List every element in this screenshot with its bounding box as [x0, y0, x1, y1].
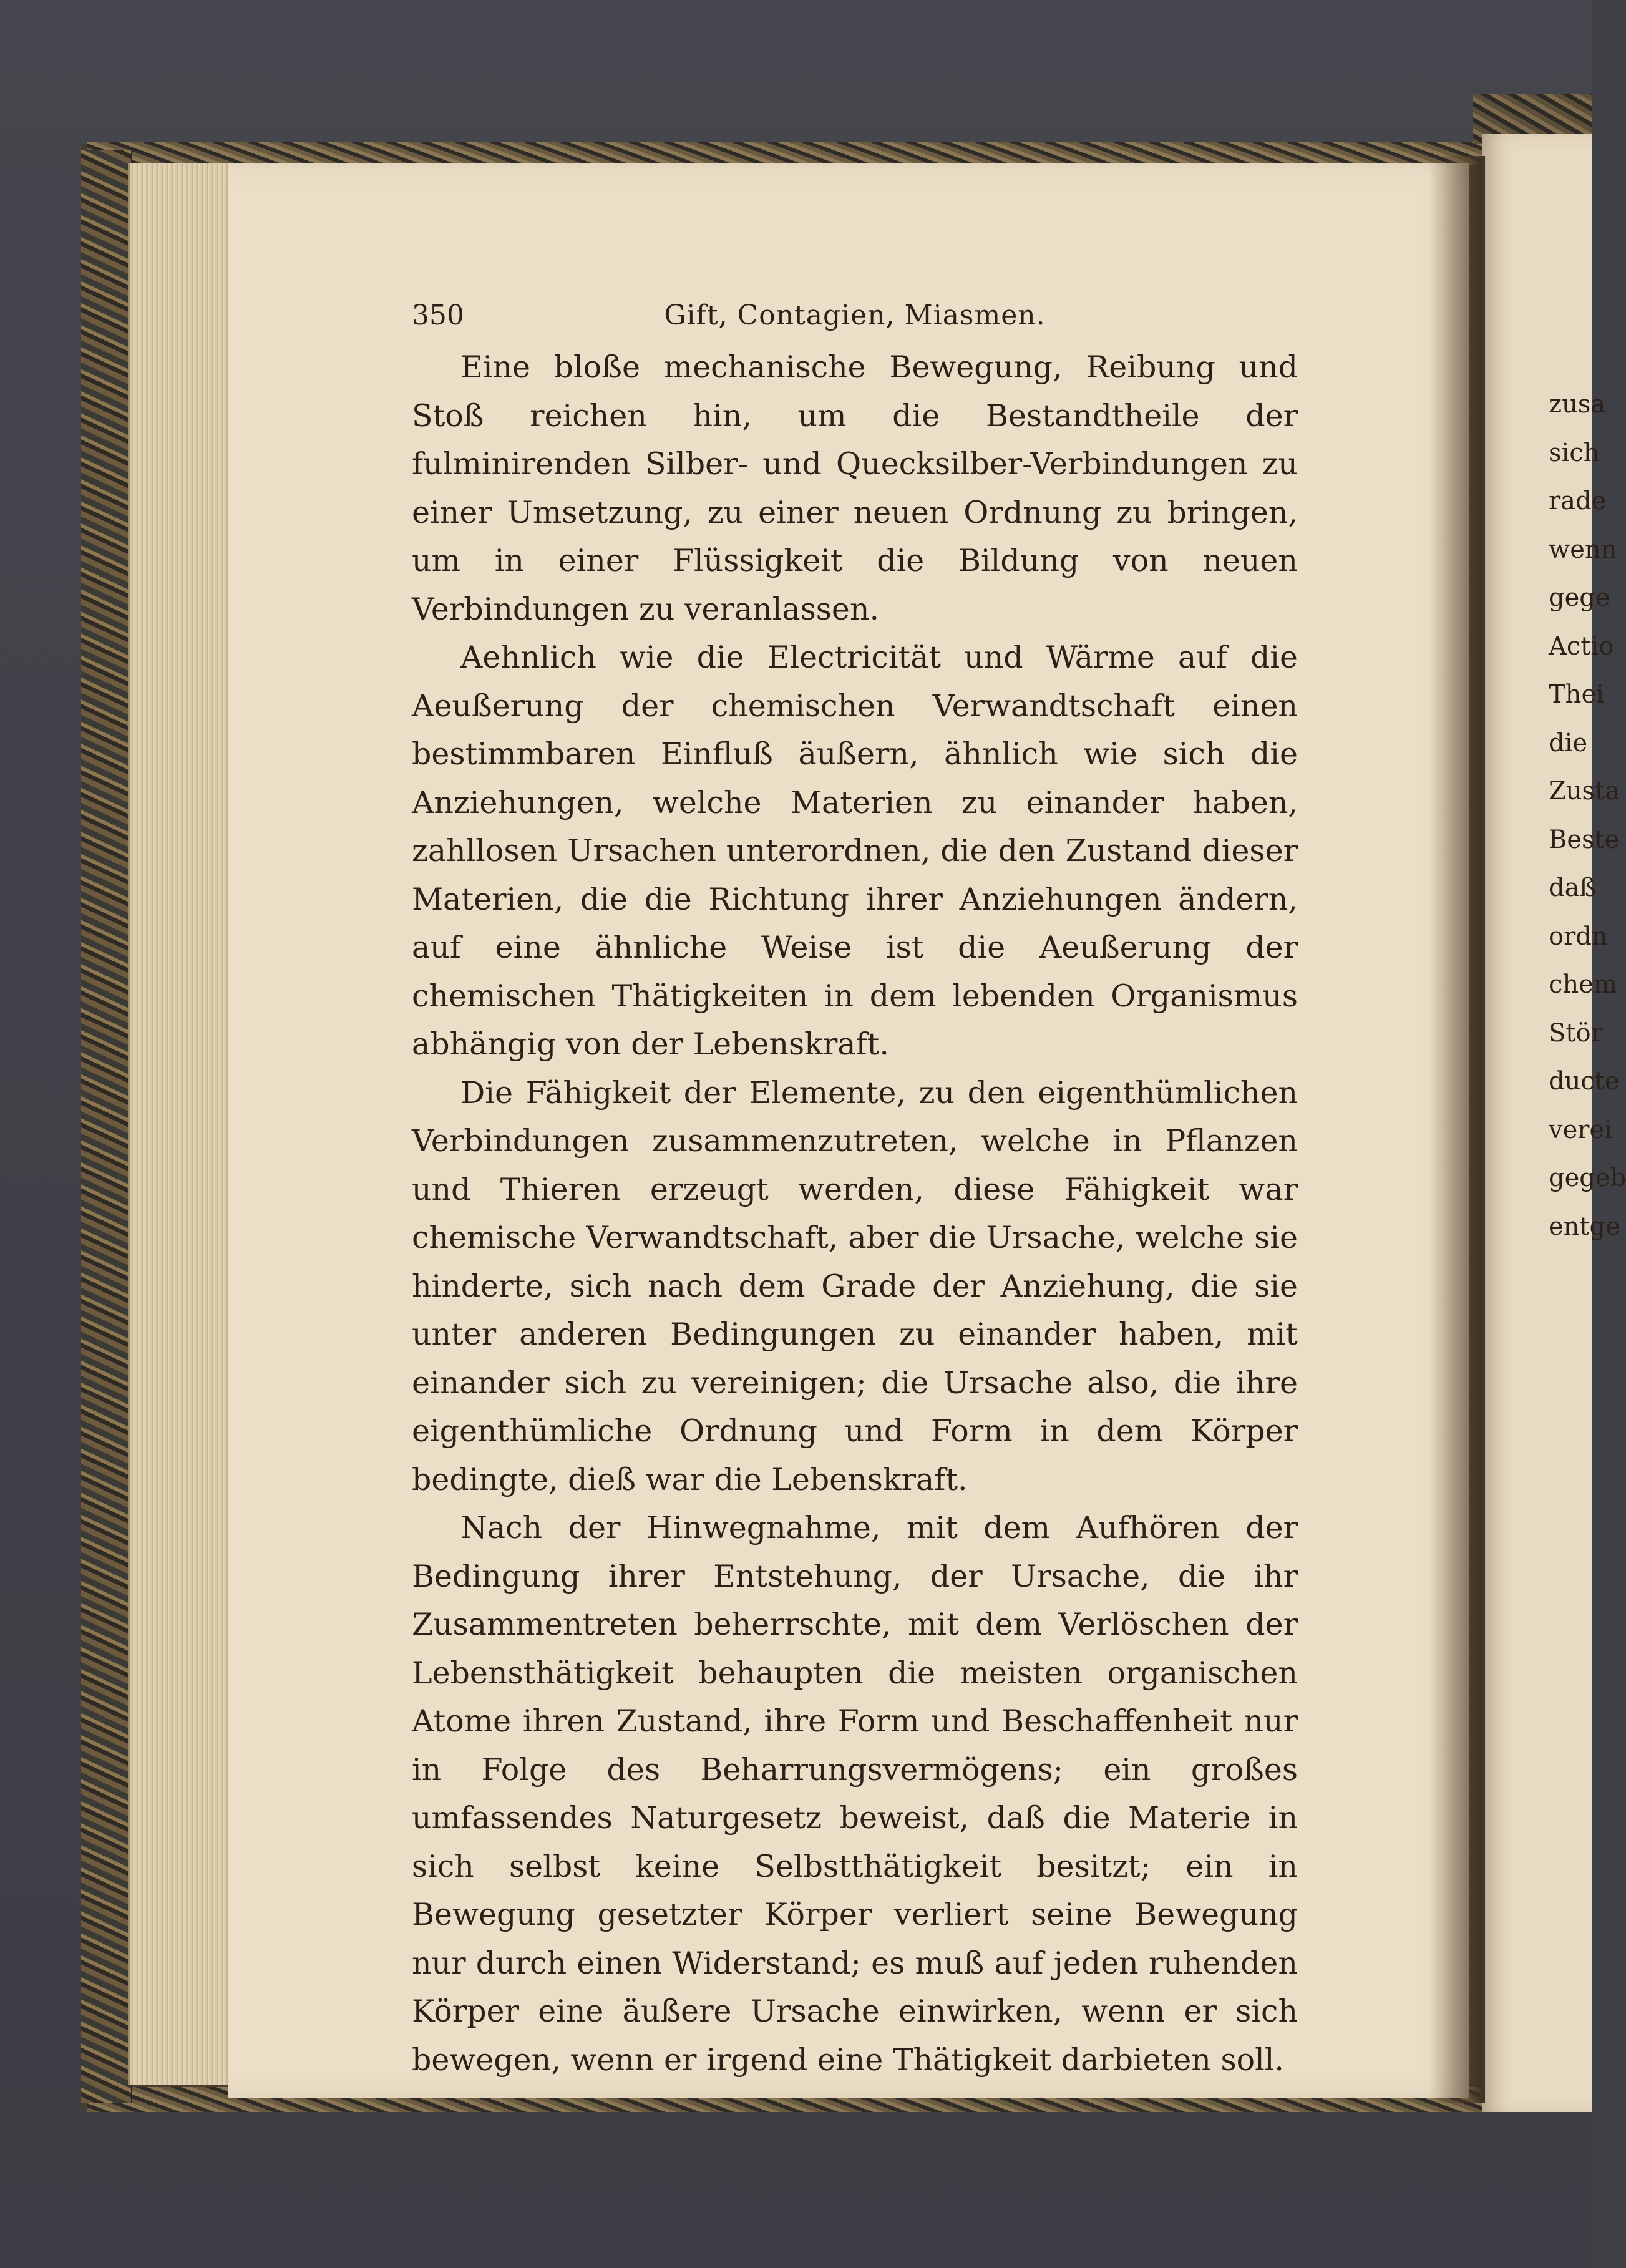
paragraph-1: Eine bloße mechanische Bewegung, Reibung und Stoß reichen hin, um die Bestandtheile der fulminirenden Silber- und Quecksilber-Verbindungen zu einer Umsetzung, zu einer neuen Ordnung zu bringen, um in einer Flüssigkeit die Bildung von neuen Verbindungen zu veranlassen. — [412, 349, 1298, 627]
page-number: 350 — [412, 299, 464, 331]
right-fragment: die — [1549, 728, 1588, 757]
right-fragment: gege — [1549, 583, 1610, 612]
right-fragment: verei — [1549, 1115, 1612, 1144]
right-fragment: sich — [1549, 438, 1600, 467]
right-fragment: gegeb — [1549, 1164, 1626, 1192]
right-fragment: rade — [1549, 487, 1607, 515]
paragraph-2: Aehnlich wie die Electricität und Wärme auf die Aeußerung der chemischen Verwandtschaft einen bestimmbaren Einfluß äußern, ähnlich wie sich die Anziehungen, welche Materien zu einander haben, zahllosen Ursachen unterordnen, die den Zustand dieser Materien, die die Richtung ihrer Anziehungen ändern, auf eine ähnliche Weise ist die Aeußerung der chemischen Thätigkeiten in dem lebenden Organismus abhängig von der Lebenskraft. — [412, 640, 1298, 1062]
paragraph-4: Nach der Hinwegnahme, mit dem Aufhören der Bedingung ihrer Entstehung, der Ursache, die ihr Zusammentreten beherrschte, mit dem Verlöschen der Lebensthätigkeit behaupten die meisten organischen Atome ihren Zustand, ihre Form und Beschaffenheit nur in Folge des Beharrungsvermögens; ein großes umfassendes Naturgesetz beweist, daß die Materie in sich selbst keine Selbstthätigkeit besitzt; ein in Bewegung gesetzter Körper verliert seine Bewegung nur durch einen Widerstand; es muß auf jeden ruhenden Körper eine äußere Ursache einwirken, wenn er sich bewegen, wenn er irgend eine Thätigkeit darbieten soll. — [412, 1510, 1298, 2078]
right-fragment: wenn — [1549, 535, 1617, 564]
left-page-text — [412, 293, 1298, 2084]
right-fragment: Stör — [1549, 1018, 1603, 1048]
right-fragment: Zusta — [1549, 777, 1620, 805]
right-fragment: entge — [1549, 1212, 1620, 1241]
marbled-cover-edge — [81, 150, 132, 2103]
cover-edge-top — [87, 142, 1485, 165]
right-fragment: ducte — [1549, 1067, 1620, 1096]
right-fragment: chem — [1549, 970, 1617, 999]
right-fragment: Thei — [1549, 680, 1604, 709]
right-fragment: ordn — [1549, 922, 1608, 951]
paragraph-3: Die Fähigkeit der Elemente, zu den eigenthümlichen Verbindungen zusammenzutreten, welche in Pflanzen und Thieren erzeugt werden, diese Fähigkeit war chemische Verwandtschaft, aber die Ursache, welche sie hinderte, sich nach dem Grade der Anziehung, die sie unter anderen Bedingungen zu einander haben, mit einander sich zu vereinigen; die Ursache also, die ihre eigenthümliche Ordnung und Form in dem Körper bedingte, dieß war die Lebenskraft. — [412, 1074, 1298, 1497]
running-head-title: Gift, Contagien, Miasmen. — [664, 299, 1046, 331]
right-fragment: Beste — [1549, 825, 1620, 854]
right-page-text-fragments — [1549, 381, 1626, 1251]
page-block-edges — [128, 163, 233, 2085]
right-fragment: daß — [1549, 874, 1597, 902]
book-gutter-shadow — [1429, 156, 1485, 2103]
right-fragment: zusa — [1549, 390, 1606, 419]
body-text — [412, 343, 1298, 2084]
right-fragment: Actio — [1549, 631, 1614, 661]
running-head — [412, 293, 1298, 343]
